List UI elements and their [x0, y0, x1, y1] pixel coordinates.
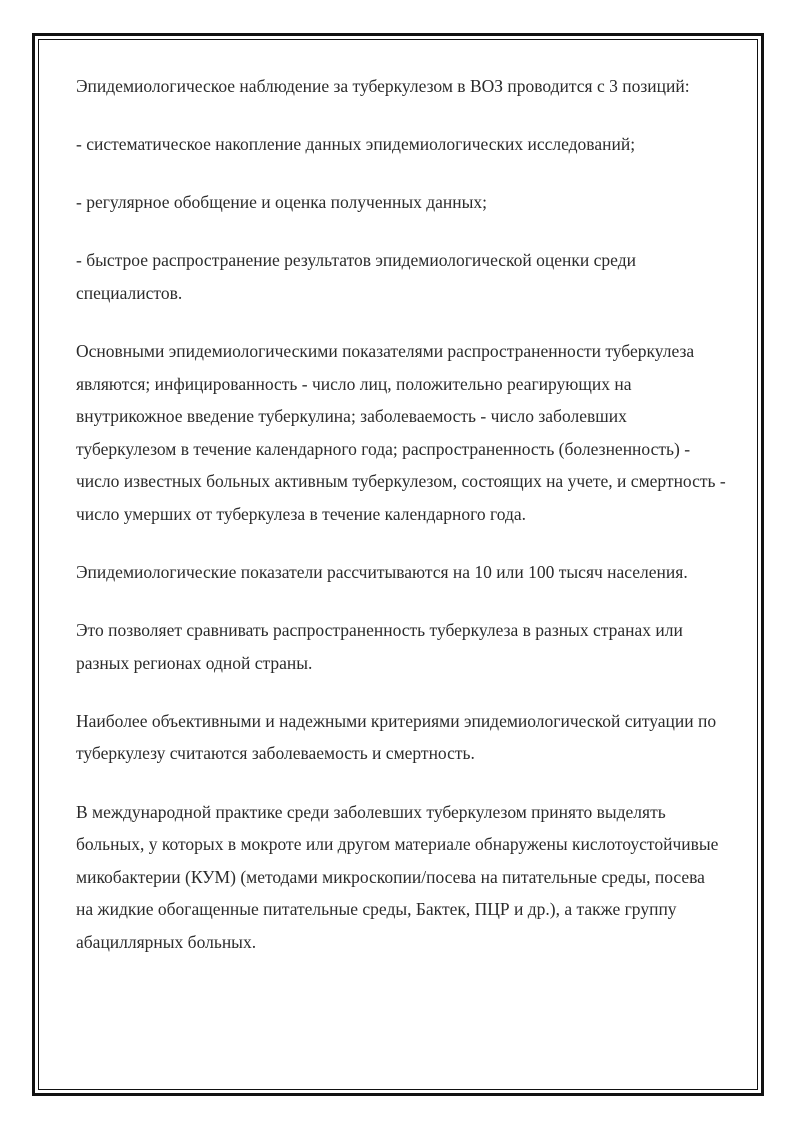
- paragraph-calculation: Эпидемиологические показатели рассчитываются на 10 или 100 тысяч населения.: [76, 562, 688, 583]
- paragraph-intro: Эпидемиологическое наблюдение за туберкулезом в ВОЗ проводится с 3 позиций:: [76, 76, 690, 96]
- paragraph-international-practice: В международной практике среди заболевших туберкулезом принято выделять больных, у которых в мокроте или другом материале обнаружены кислотоустойчивые микобактерии (КУМ) (методами микроскопии/посева на питательные среды, посева на жидкие обогащенные питательные среды, Бактек, ПЦР и др.), а также группу абациллярных больных.: [76, 801, 719, 952]
- document-body: [76, 70, 726, 984]
- list-item-dissemination: - быстрое распространение результатов эпидемиологической оценки среди специалистов.: [76, 250, 636, 303]
- list-item-accumulation: - систематическое накопление данных эпидемиологических исследований;: [76, 134, 636, 155]
- paragraph-criteria: Наиболее объективными и надежными критериями эпидемиологической ситуации по туберкулезу считаются заболеваемость и смертность.: [76, 710, 717, 764]
- paragraph-comparison: Это позволяет сравнивать распространенность туберкулеза в разных странах или разных регионах одной страны.: [76, 620, 683, 673]
- list-item-generalization: - регулярное обобщение и оценка полученных данных;: [76, 192, 487, 213]
- paragraph-indicators: Основными эпидемиологическими показателями распространенности туберкулеза являются; инфицированность - число лиц, положительно реагирующих на внутрикожное введение туберкулина; заболеваемость - число заболевших туберкулезом в течение календарного года; распространенность (болезненность) - число известных больных активным туберкулезом, состоящих на учете, и смертность - число умерших от туберкулеза в течение календарного года.: [76, 340, 726, 524]
